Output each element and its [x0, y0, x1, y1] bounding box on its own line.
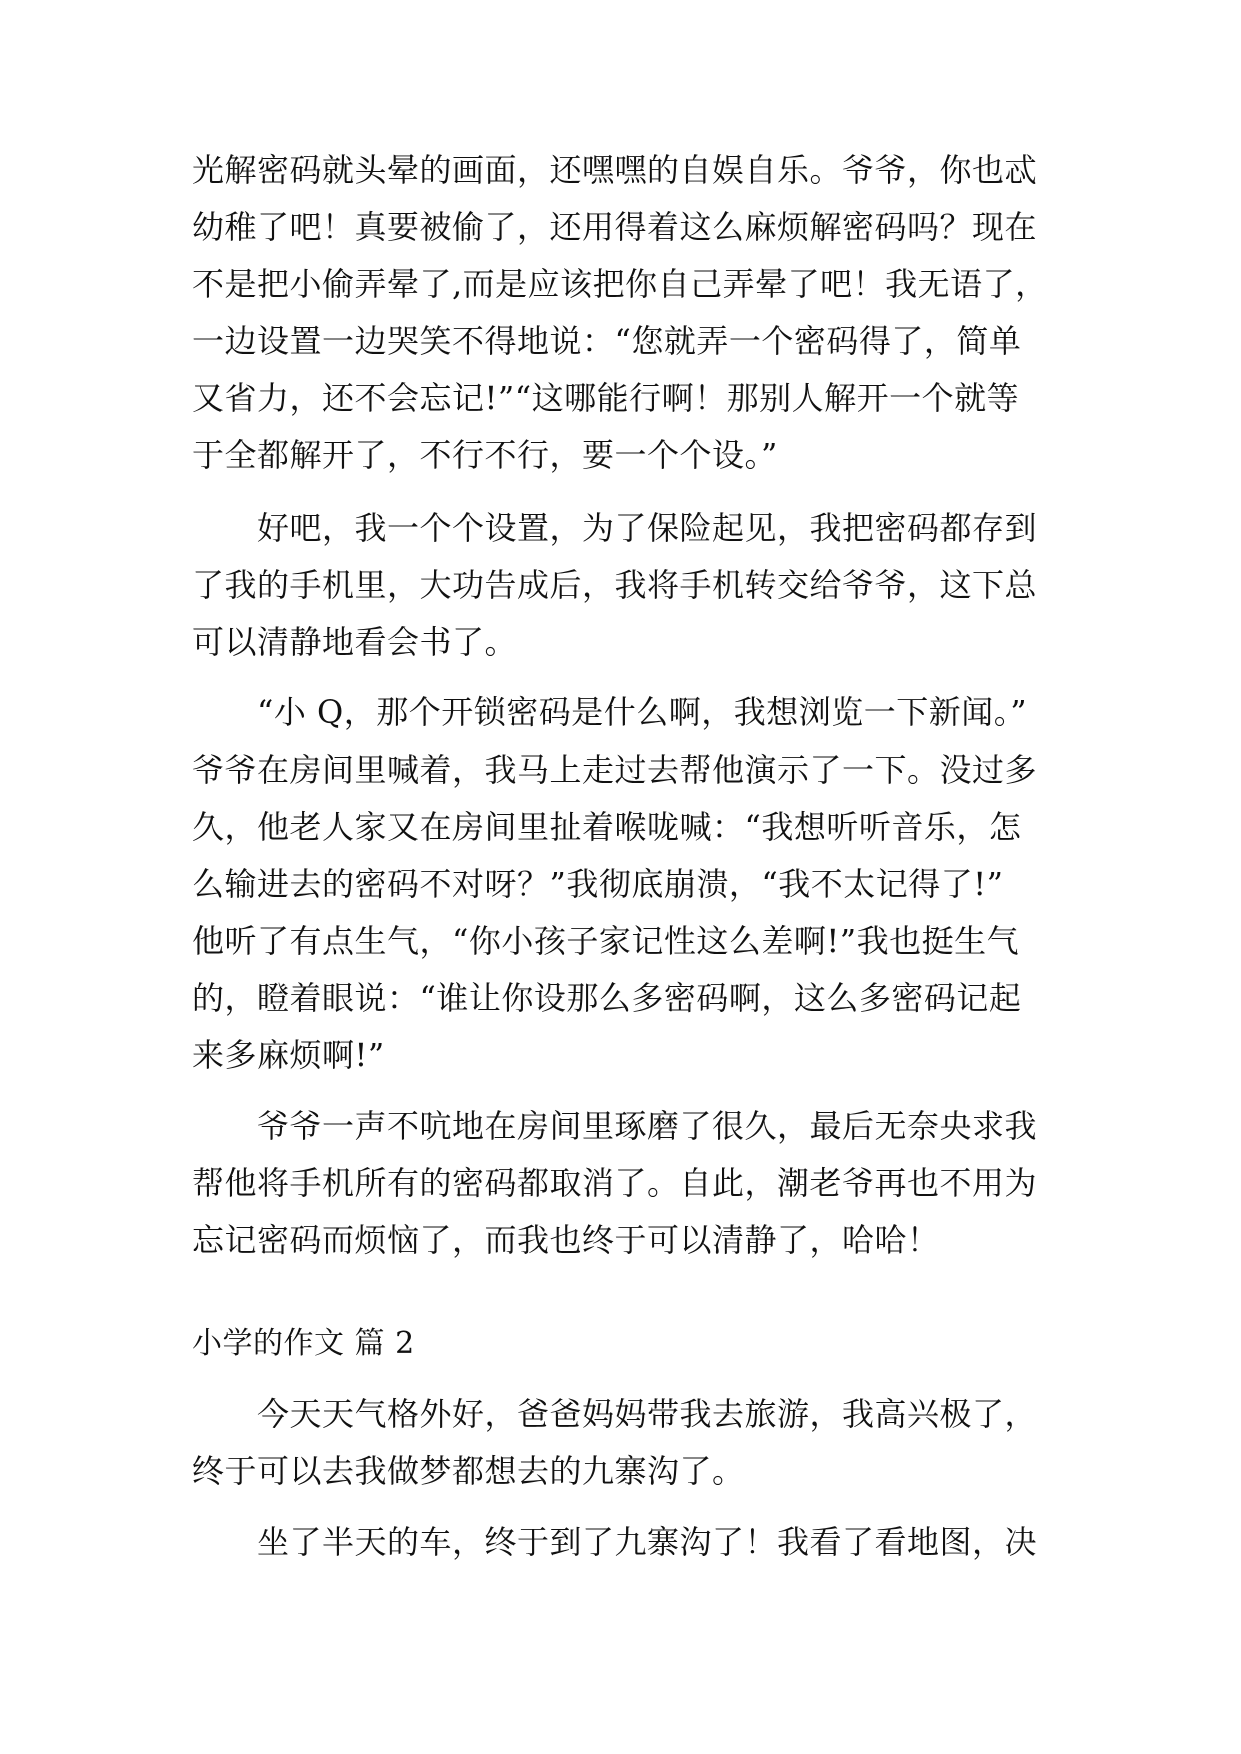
text-line: 光解密码就头晕的画面，还嘿嘿的自娱自乐。爷爷，你也忒 [192, 151, 1038, 189]
text-line: 今天天气格外好，爸爸妈妈带我去旅游，我高兴极了， [192, 1395, 1038, 1433]
text-line: 终于可以去我做梦都想去的九寨沟了。 [192, 1452, 745, 1490]
section-heading: 小学的作文 篇 2 [192, 1326, 415, 1361]
text-line: 好吧，我一个个设置，为了保险起见，我把密码都存到 [192, 509, 1038, 547]
text-line: 一边设置一边哭笑不得地说：“您就弄一个密码得了，简单 [192, 322, 1022, 360]
text-line: 于全都解开了，不行不行，要一个个设。” [192, 436, 778, 474]
text-line: 的，瞪着眼说：“谁让你设那么多密码啊，这么多密码记起 [192, 979, 1022, 1017]
text-line: 不是把小偷弄晕了,而是应该把你自己弄晕了吧！我无语了， [192, 265, 1048, 303]
text-line: 可以清静地看会书了。 [192, 623, 518, 661]
text-line: 他听了有点生气，“你小孩子家记性这么差啊!”我也挺生气 [192, 922, 1020, 960]
text-line: 幼稚了吧！真要被偷了，还用得着这么麻烦解密码吗？现在 [192, 208, 1038, 246]
text-line: 坐了半天的车，终于到了九寨沟了！我看了看地图，决 [192, 1523, 1038, 1561]
text-line: 久，他老人家又在房间里扯着喉咙喊：“我想听听音乐，怎 [192, 808, 1022, 846]
text-line: 忘记密码而烦恼了，而我也终于可以清静了，哈哈！ [192, 1221, 940, 1259]
text-line: 么输进去的密码不对呀？”我彻底崩溃，“我不太记得了!” [192, 865, 1004, 903]
text-line: 来多麻烦啊!” [192, 1036, 385, 1074]
text-line: “小 Q，那个开锁密码是什么啊，我想浏览一下新闻。” [192, 693, 1028, 731]
text-line: 帮他将手机所有的密码都取消了。自此，潮老爷再也不用为 [192, 1164, 1038, 1202]
text-line: 爷爷在房间里喊着，我马上走过去帮他演示了一下。没过多 [192, 751, 1038, 789]
text-line: 了我的手机里，大功告成后，我将手机转交给爷爷，这下总 [192, 566, 1038, 604]
text-line: 又省力，还不会忘记!”“这哪能行啊！那别人解开一个就等 [192, 379, 1020, 417]
text-line: 爷爷一声不吭地在房间里琢磨了很久，最后无奈央求我 [192, 1107, 1038, 1145]
